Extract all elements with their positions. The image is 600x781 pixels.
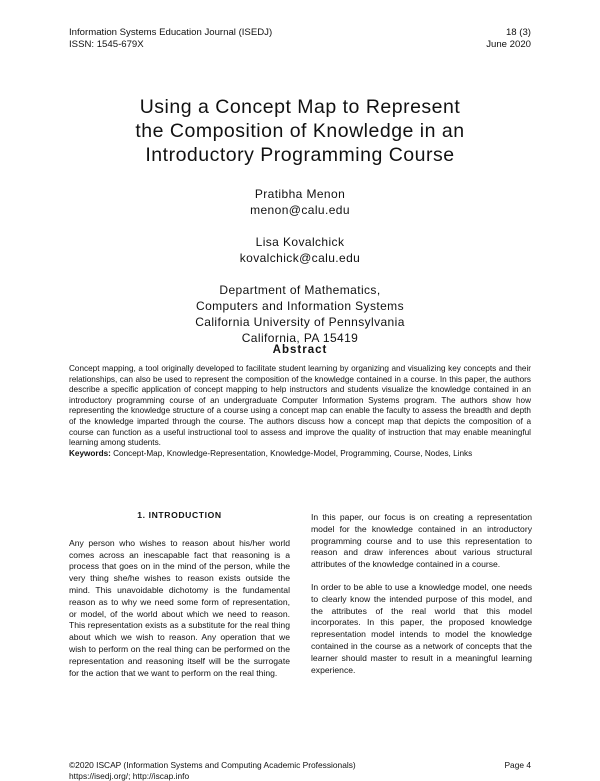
affiliation-line: California, PA 15419 [60, 330, 540, 346]
author-email: kovalchick@calu.edu [60, 250, 540, 266]
page-number: Page 4 [504, 760, 531, 771]
copyright-line: ©2020 ISCAP (Information Systems and Computing Academic Professionals) [69, 760, 356, 771]
keywords-label: Keywords: [69, 449, 111, 458]
abstract-text: Concept mapping, a tool originally developed to facilitate student learning by organizing and visualizing key concepts and their relationships, can also be used to represent the composition of the knowledge contained in a course. In this paper, the authors describe a specific application of concept mapping to help instructors and students visualize the knowledge contained in an introductory programming course of an undergraduate Computer Information Systems program. The authors show how representing the knowledge structure of a course using a concept map can enable the faculty to assess the breadth and depth of the knowledge imparted through the course. The authors discuss how a concept map that depicts the composition of a course can function as a useful instructional tool to assess and improve the quality of instruction that may enable meaningful learning among students. [69, 364, 531, 447]
author-name: Lisa Kovalchick [60, 234, 540, 250]
paragraph: In order to be able to use a knowledge model, one needs to clearly know the intended purpose of this model, and the attributes of the real world that this model incorporates. In this paper, the proposed knowledge representation model intends to model the knowledge contained in the course as a network of concepts that the learner should master to result in a meaningful learning experience. [311, 582, 532, 676]
affiliation-line: Department of Mathematics, [60, 282, 540, 298]
paragraph: Any person who wishes to reason about his/her world comes across an inescapable fact that reasoning is a process that goes on in the mind of the person, while the very thing she/he wishes to reason exists outside the mind. This unavoidable dichotomy is the fundamental reason as to why we need some form of representation, or model, of the world about which we need to reason. This representation exists as a substitute for the real thing about which we wish to reason. Any operation that we wish to perform on the real thing can be performed on the representation and reasoning itself will be the surrogate for the action that we want to perform on the real thing. [69, 538, 290, 680]
author-name: Pratibha Menon [60, 186, 540, 202]
section-heading: 1. INTRODUCTION [69, 510, 290, 522]
abstract-body [69, 364, 531, 459]
publication-date: June 2020 [486, 39, 531, 51]
footer-links: https://isedj.org/; http://iscap.info [69, 771, 356, 781]
left-column [69, 510, 290, 690]
title-line: Introductory Programming Course [60, 143, 540, 167]
running-header-left [69, 27, 272, 51]
keywords-list: Concept-Map, Knowledge-Representation, Knowledge-Model, Programming, Course, Nodes, Links [113, 449, 472, 458]
right-column [311, 512, 532, 687]
author-block [60, 186, 540, 346]
issn: ISSN: 1545-679X [69, 39, 272, 51]
volume-issue: 18 (3) [486, 27, 531, 39]
title-line: Using a Concept Map to Represent [60, 95, 540, 119]
paragraph: In this paper, our focus is on creating a representation model for the knowledge contained in an introductory programming course and to use this representation to reason and draw inferences about various structural attributes of the knowledge contained in a course. [311, 512, 532, 571]
title-line: the Composition of Knowledge in an [60, 119, 540, 143]
abstract-heading: Abstract [60, 344, 540, 356]
author-email: menon@calu.edu [60, 202, 540, 218]
running-header-right [486, 27, 531, 51]
journal-name: Information Systems Education Journal (ISEDJ) [69, 27, 272, 39]
affiliation-line: Computers and Information Systems [60, 298, 540, 314]
affiliation-line: California University of Pennsylvania [60, 314, 540, 330]
paper-title [60, 95, 540, 167]
